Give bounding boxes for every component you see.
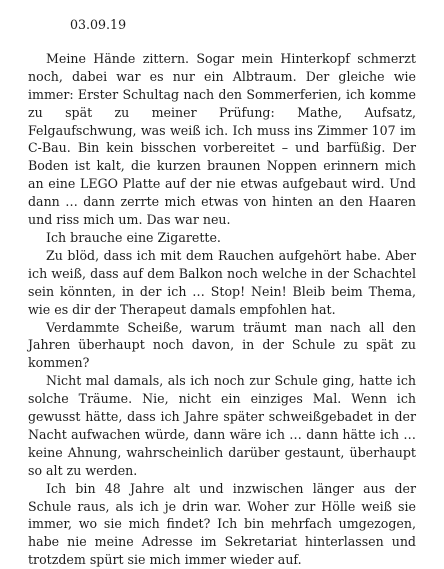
entry-date: 03.09.19 <box>70 17 127 32</box>
paragraph-2: Ich brauche eine Zigarette. <box>46 229 221 245</box>
document-page <box>28 16 416 569</box>
paragraph-1: Meine Hände zittern. Sogar mein Hinterkopf schmerzt noch, dabei war es nur ein Albtraum. Der gleiche wie immer: Erster Schultag nach den Sommerferien, ich komme zu spät zu meiner Prüfung: Mathe, Aufsatz, Felgaufschwung, was weiß ich. Ich muss ins Zimmer 107 im C-Bau. Bin kein bisschen vorbereitet – und barfüßig. Der Boden ist kalt, die kurzen braunen Noppen erinnern mich an eine LEGO Platte auf der nie etwas aufgebaut wird. Und dann … dann zerrte mich etwas von hinten an den Haaren und riss mich um. Das war neu. <box>28 50 416 228</box>
paragraph-4: Verdammte Scheiße, warum träumt man nach all den Jahren überhaupt noch davon, in der Schule zu spät zu kommen? <box>28 319 416 371</box>
paragraph-5: Nicht mal damals, als ich noch zur Schule ging, hatte ich solche Träume. Nie, nicht ein einziges Mal. Wenn ich gewusst hätte, dass ich Jahre später schweißgebadet in der Nacht aufwachen würde, dann wäre ich … dann hätte ich … keine Ahnung, wahrscheinlich darüber gestaunt, überhaupt so alt zu werden. <box>28 373 416 478</box>
paragraph-3: Zu blöd, dass ich mit dem Rauchen aufgehört habe. Aber ich weiß, dass auf dem Balkon noch welche in der Schachtel sein könnten, in der ich … Stop! Nein! Bleib beim Thema, wie es dir der Therapeut damals empfohlen hat. <box>28 247 416 317</box>
paragraph-6: Ich bin 48 Jahre alt und inzwischen länger aus der Schule raus, als ich je drin war. Woher zur Hölle weiß sie immer, wo sie mich findet? Ich bin mehrfach umgezogen, habe nie meine Adresse im Sekretariat hinterlassen und trotzdem spürt sie mich immer wieder auf. <box>28 480 416 568</box>
